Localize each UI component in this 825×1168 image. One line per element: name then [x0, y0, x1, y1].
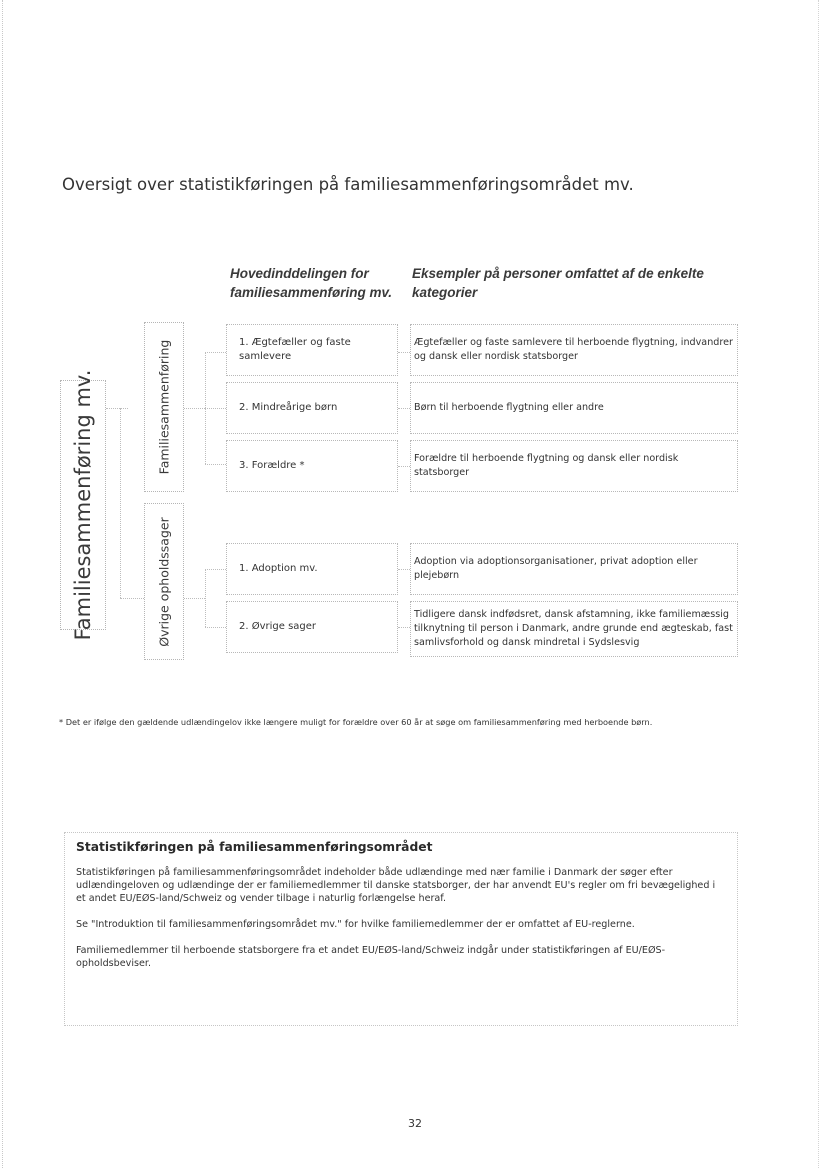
category-label-3: 3. Forældre *: [239, 460, 305, 471]
category-label-2: 2. Mindreårige børn: [239, 402, 338, 413]
connector-ex-4: [398, 569, 410, 570]
group-ovrige-label: Øvrige opholdssager: [156, 516, 172, 647]
group-familie-label: Familiesammenføring: [156, 339, 172, 475]
header-examples-line-2: kategorier: [412, 285, 478, 300]
connector-main-to-familie: [106, 408, 128, 409]
example-text-1: Ægtefæller og faste samlevere til herboende flygtning, indvandrer og dansk eller nordisk statsborger: [414, 337, 733, 362]
info-paragraph-2: Se "Introduktion til familiesammenføringsområdet mv." for hvilke familiemedlemmer der er omfattet af EU-reglerne.: [76, 919, 635, 930]
example-box-3: [410, 440, 738, 492]
connector-ex-1: [398, 352, 410, 353]
category-label-1: 1. Ægtefæller og faste samlevere: [239, 337, 351, 362]
example-box-2: [410, 382, 738, 434]
example-box-1: [410, 324, 738, 376]
main-category-box: [60, 369, 106, 641]
connector-ex-3: [398, 466, 410, 467]
example-box-5: [410, 601, 738, 657]
category-box-2: [226, 382, 398, 434]
group-familie-box: [144, 322, 184, 492]
info-paragraph-3: Familiemedlemmer til herboende statsborgere fra et andet EU/EØS-land/Schweiz indgår under statistikføringen af EU/EØS-opholdsbeviser.: [76, 945, 666, 969]
example-text-4: Adoption via adoptionsorganisationer, privat adoption eller plejebørn: [414, 556, 698, 581]
page-edge-right: [818, 0, 819, 1168]
info-paragraph-1: Statistikføringen på familiesammenføringsområdet indeholder både udlændinge med nær familie i Danmark der søger efter udlændingeloven og udlændinge der er familiemedlemmer til danske statsborger, der har anvendt EU's regler om fri bevægelighed i et andet EU/EØS-land/Schweiz og vender tilbage i naturlig forlængelse heraf.: [76, 867, 716, 904]
connector-ovrige-trunk: [205, 569, 206, 627]
header-examples-line-1: Eksempler på personer omfattet af de enkelte: [412, 266, 704, 281]
page-number: 32: [408, 1117, 422, 1130]
example-text-5: Tidligere dansk indfødsret, dansk afstamning, ikke familiemæssig tilknytning til person i Danmark, andre grunde end ægteskab, fast samlivsforhold og dansk mindretal i Sydslesvig: [414, 609, 733, 648]
category-label-4: 1. Adoption mv.: [239, 563, 318, 574]
connector-familie-out: [184, 408, 205, 409]
info-box: [64, 832, 738, 1026]
page-edge-left: [2, 0, 3, 1168]
header-examples: [412, 264, 742, 302]
main-category-label: Familiesammenføring mv.: [71, 369, 95, 641]
header-main-division: [230, 264, 405, 302]
example-text-3: Forældre til herboende flygtning og dansk eller nordisk statsborger: [414, 453, 679, 478]
connector-main-to-ovrige: [120, 598, 144, 599]
example-box-4: [410, 543, 738, 595]
info-box-heading: Statistikføringen på familiesammenføringsområdet: [76, 840, 433, 854]
connector-ex-5: [398, 627, 410, 628]
connector-main-trunk: [120, 408, 121, 598]
category-label-5: 2. Øvrige sager: [239, 621, 317, 632]
footnote: * Det er ifølge den gældende udlændingelov ikke længere muligt for forældre over 60 år at søge om familiesammenføring med herboende børn.: [59, 717, 653, 727]
category-box-3: [226, 440, 398, 492]
connector-ovrige-out: [184, 598, 205, 599]
category-box-4: [226, 543, 398, 595]
connector-ex-2: [398, 408, 410, 409]
connector-to-cat-4: [205, 569, 226, 570]
group-ovrige-box: [144, 503, 184, 660]
header-main-division-line-1: Hovedinddelingen for: [230, 266, 369, 281]
connector-to-cat-1: [205, 352, 226, 353]
category-box-1: [226, 324, 398, 376]
connector-to-cat-3: [205, 464, 226, 465]
connector-to-cat-5: [205, 627, 226, 628]
category-box-5: [226, 601, 398, 653]
header-main-division-line-2: familiesammenføring mv.: [230, 285, 393, 300]
page-title: Oversigt over statistikføringen på familiesammenføringsområdet mv.: [62, 175, 634, 194]
connector-to-cat-2: [205, 408, 226, 409]
example-text-2: Børn til herboende flygtning eller andre: [414, 402, 604, 413]
